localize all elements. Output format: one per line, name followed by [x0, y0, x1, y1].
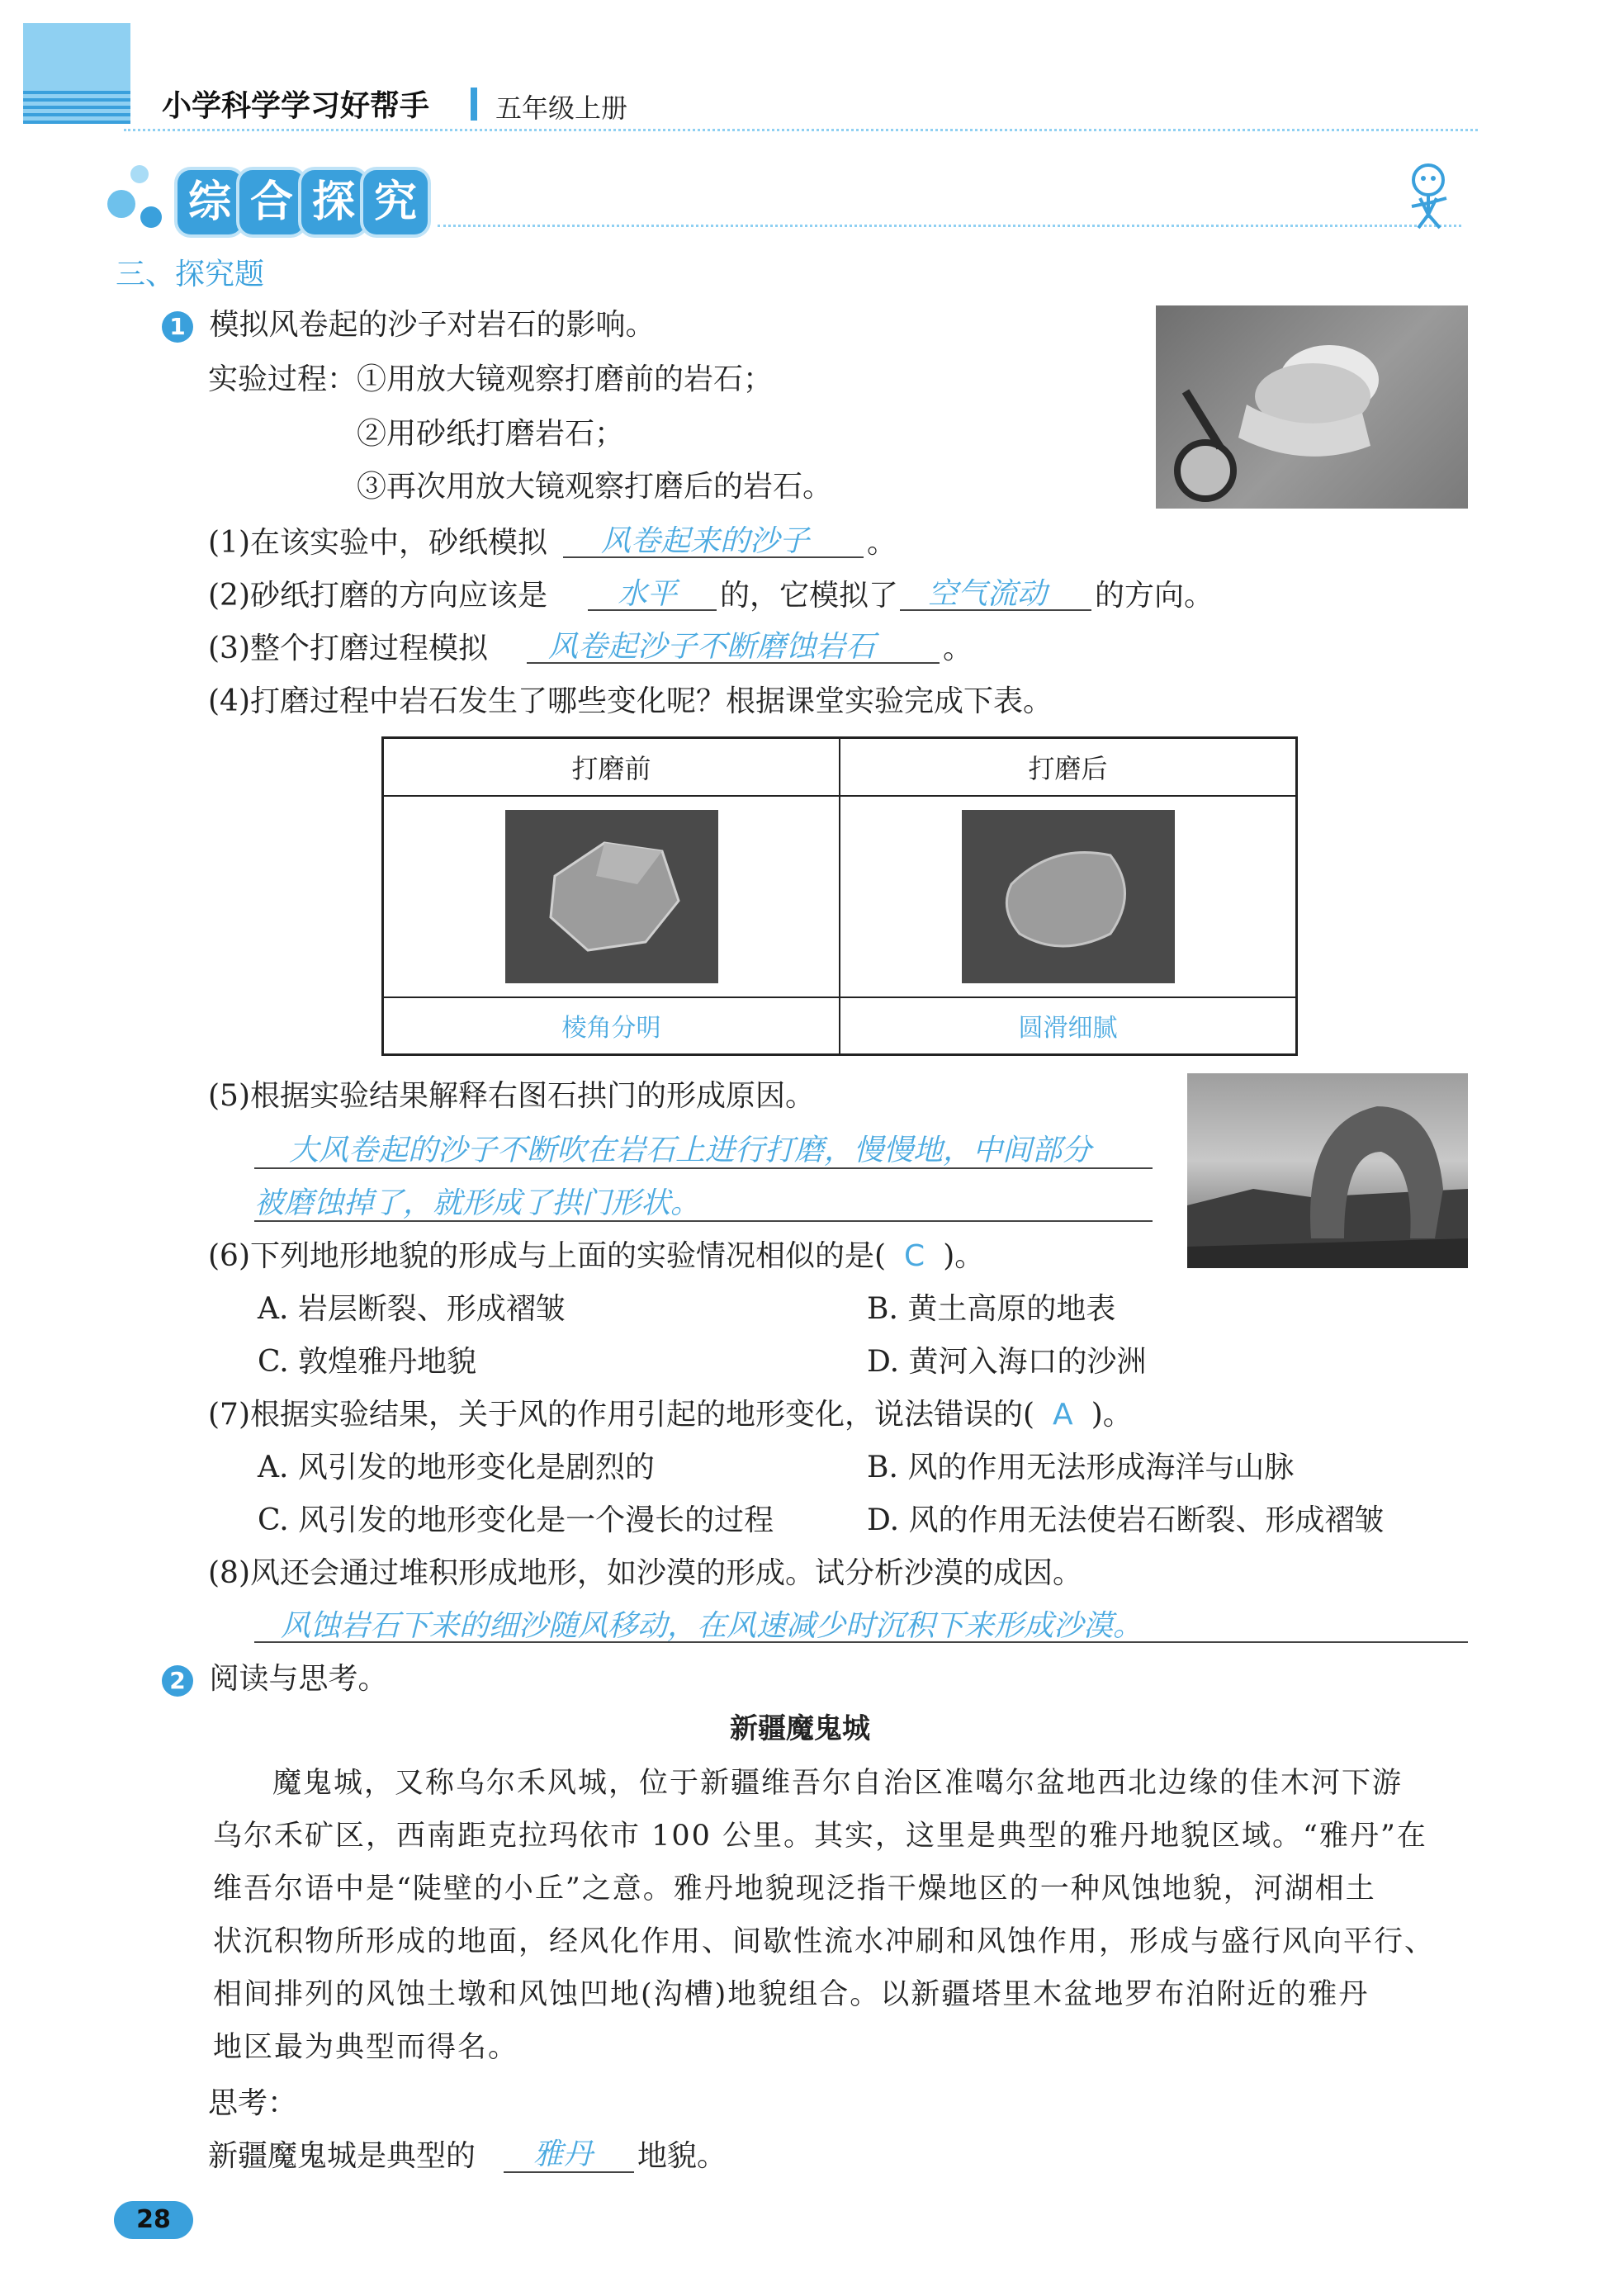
q1-step3: ③再次用放大镜观察打磨后的岩石。 — [357, 470, 833, 504]
bubble-decoration-2 — [130, 165, 149, 183]
section-badge-2: 合 — [239, 170, 304, 234]
bubble-decoration — [107, 190, 135, 218]
q1-s1-post: 。 — [867, 526, 897, 560]
q1-s3-answer: 风卷起沙子不断磨蚀岩石 — [548, 630, 876, 664]
q1-s3-post: 。 — [943, 632, 973, 665]
article-line-6: 地区最为典型而得名。 — [213, 2031, 519, 2064]
q1-s2-post: 的方向。 — [1095, 579, 1214, 613]
think-pre: 新疆魔鬼城是典型的 — [208, 2139, 476, 2173]
page-number: 28 — [114, 2201, 193, 2239]
q1-s7-answer: A — [1053, 1398, 1073, 1432]
rock-after-image — [962, 810, 1175, 983]
book-title: 小学科学学习好帮手 — [162, 89, 430, 123]
q1-s8-blank — [254, 1641, 1468, 1643]
q1-s3-pre: (3)整个打磨过程模拟 — [208, 632, 488, 665]
article-line-1: 魔鬼城，又称乌尔禾风城，位于新疆维吾尔自治区准噶尔盆地西北边缘的佳木河下游 — [272, 1767, 1404, 1800]
think-post: 地貌。 — [637, 2139, 727, 2173]
q1-s5-blank1 — [254, 1167, 1153, 1169]
article-line-4: 状沉积物所形成的地面，经风化作用、间歇性流水冲刷和风蚀作用，形成与盛行风向平行、 — [213, 1925, 1436, 1958]
q1-s8: (8)风还会通过堆积形成地形，如沙漠的形成。试分析沙漠的成因。 — [208, 1556, 1082, 1590]
q1-s5-answer-line1: 大风卷起的沙子不断吹在岩石上进行打磨，慢慢地，中间部分 — [289, 1134, 1092, 1167]
q1-s7-option-b: B. 风的作用无法形成海洋与山脉 — [867, 1451, 1295, 1484]
article-title: 新疆魔鬼城 — [730, 1712, 870, 1745]
q1-s7-option-a: A. 风引发的地形变化是剧烈的 — [258, 1451, 655, 1484]
q1-s5-answer-line2: 被磨蚀掉了，就形成了拱门形状。 — [254, 1186, 701, 1220]
q1-s2-pre: (2)砂纸打磨的方向应该是 — [208, 579, 547, 613]
q1-s8-answer: 风蚀岩石下来的细沙随风移动，在风速减少时沉积下来形成沙漠。 — [281, 1609, 1143, 1643]
q2-number: 2 — [162, 1665, 193, 1697]
q2-title: 阅读与思考。 — [209, 1662, 388, 1696]
q1-s2-answer1: 水平 — [618, 577, 678, 611]
q1-s2-mid: 的，它模拟了 — [720, 579, 899, 613]
section-badge-3: 探 — [301, 170, 366, 234]
header-stripes — [23, 91, 130, 124]
article-line-3: 维吾尔语中是“陡壁的小丘”之意。雅丹地貌现泛指干燥地区的一种风蚀地貌，河湖相土 — [213, 1872, 1376, 1905]
q1-s6: (6)下列地形地貌的形成与上面的实验情况相似的是( C )。 — [208, 1239, 985, 1273]
article-line-2: 乌尔禾矿区，西南距克拉玛依市 100 公里。其实，这里是典型的雅丹地貌区域。“雅丹”在 — [213, 1820, 1427, 1853]
think-answer: 雅丹 — [533, 2137, 594, 2171]
table-cell-after-image — [840, 796, 1297, 997]
experiment-photo — [1156, 305, 1468, 509]
q1-s1: (1)在该实验中，砂纸模拟 — [208, 526, 547, 560]
q1-process-intro: 实验过程：①用放大镜观察打磨前的岩石； — [208, 362, 774, 396]
q1-number: 1 — [162, 311, 193, 343]
table-header-before: 打磨前 — [383, 738, 840, 796]
rock-before-image — [505, 810, 718, 983]
q1-s6-answer: C — [904, 1239, 925, 1273]
q1-s7-option-c: C. 风引发的地形变化是一个漫长的过程 — [258, 1503, 774, 1537]
q1-s6-option-d: D. 黄河入海口的沙洲 — [867, 1345, 1147, 1379]
table-answer-after: 圆滑细腻 — [840, 997, 1297, 1055]
q1-s4: (4)打磨过程中岩石发生了哪些变化呢？根据课堂实验完成下表。 — [208, 684, 1053, 718]
header-underline — [124, 129, 1478, 131]
q1-s1-answer: 风卷起来的沙子 — [601, 524, 810, 558]
q1-step2: ②用砂纸打磨岩石； — [357, 417, 625, 451]
section-title: 三、探究题 — [116, 258, 265, 291]
think-label: 思考： — [208, 2086, 298, 2120]
section-badge-underline — [438, 225, 1461, 227]
table-header-after: 打磨后 — [840, 738, 1297, 796]
q1-s6-option-b: B. 黄土高原的地表 — [867, 1292, 1116, 1326]
q1-s7: (7)根据实验结果，关于风的作用引起的地形变化，说法错误的( A )。 — [208, 1398, 1133, 1432]
stone-arch-photo — [1187, 1073, 1468, 1268]
q1-title: 模拟风卷起的沙子对岩石的影响。 — [209, 308, 656, 342]
q1-s6-option-c: C. 敦煌雅丹地貌 — [258, 1345, 477, 1379]
cartoon-figure-icon — [1395, 157, 1470, 231]
table-answer-before: 棱角分明 — [383, 997, 840, 1055]
q1-s5-blank2 — [254, 1220, 1153, 1222]
q2-heading — [162, 1659, 387, 1699]
section-badge-4: 究 — [363, 170, 428, 234]
bubble-decoration-3 — [140, 206, 162, 228]
header-divider — [471, 88, 477, 121]
rock-comparison-table — [381, 736, 1298, 1056]
q1-s6-option-a: A. 岩层断裂、形成褶皱 — [258, 1292, 566, 1326]
section-badge-1: 综 — [178, 170, 242, 234]
table-cell-before-image — [383, 796, 840, 997]
q1-s2-answer2: 空气流动 — [928, 577, 1048, 611]
q1-s5: (5)根据实验结果解释右图石拱门的形成原因。 — [208, 1079, 815, 1113]
article-line-5: 相间排列的风蚀土墩和风蚀凹地(沟槽)地貌组合。以新疆塔里木盆地罗布泊附近的雅丹 — [213, 1978, 1370, 2011]
q1-heading — [162, 305, 655, 345]
grade-label: 五年级上册 — [495, 92, 628, 124]
q1-s7-option-d: D. 风的作用无法使岩石断裂、形成褶皱 — [867, 1503, 1385, 1537]
